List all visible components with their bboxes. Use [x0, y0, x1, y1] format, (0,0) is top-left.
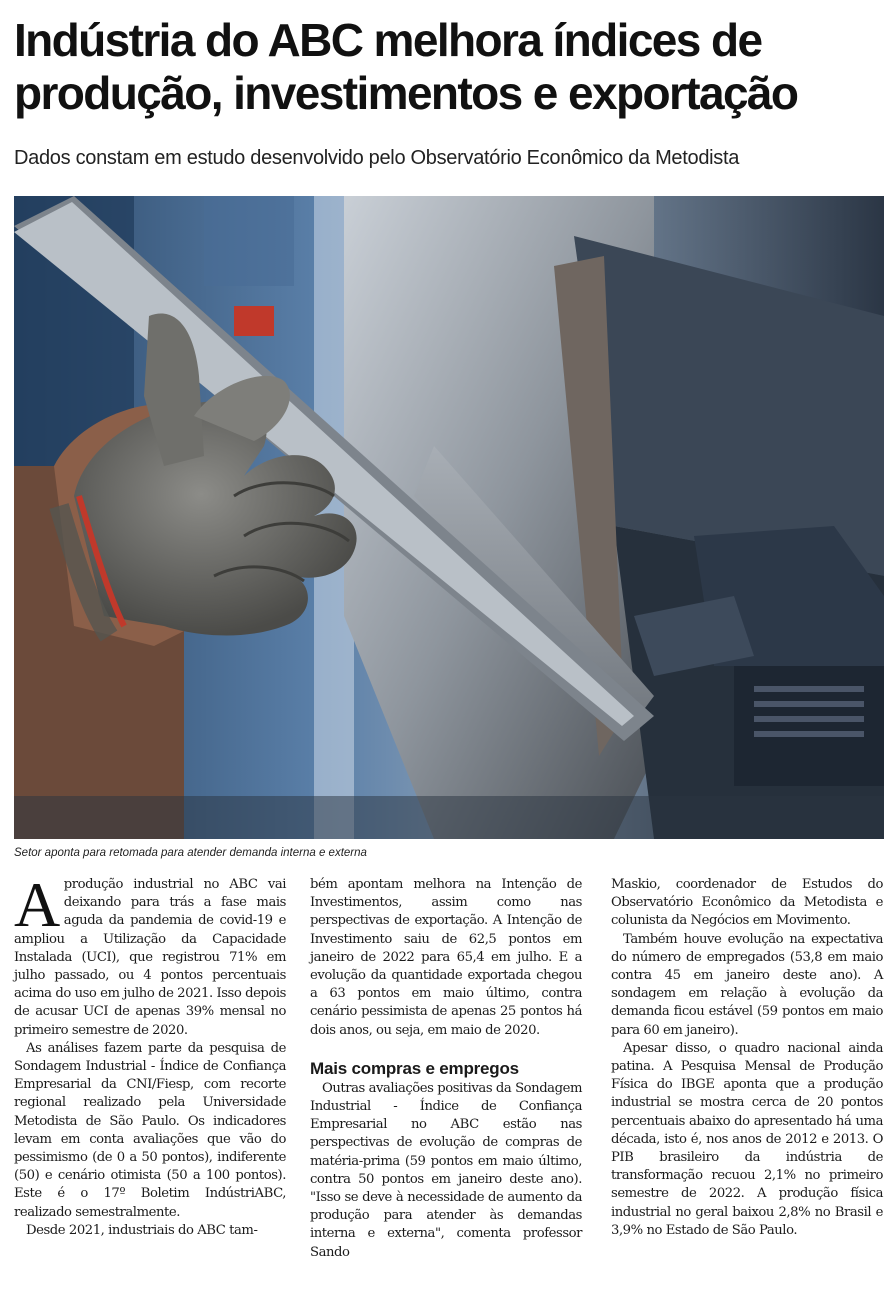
- paragraph: bém apontam melhora na Intenção de Investimentos, assim como nas perspectivas de exportação. A Intenção de Investimento saiu de 62,5 pontos em janeiro de 2022 para 65,4 em julho. E a evolução da quantidade exportada chegou a 63 pontos em maio último, contra cenário pessimista de apenas 25 pontos há dois anos, ou seja, em maio de 2020.: [310, 877, 582, 1038]
- subtitle: Dados constam em estudo desenvolvido pelo Observatório Econômico da Metodista: [14, 147, 740, 169]
- section-subhead: Mais compras e empregos: [310, 1058, 519, 1078]
- paragraph: As análises fazem parte da pesquisa de Sondagem Industrial - Índice de Confiança Empresarial da CNI/Fiesp, com recorte regional realizado pela Universidade Metodista de São Paulo. Os indicadores levam em conta avaliações que vão do pessimismo (de 0 a 50 pontos), indiferente (50) e cenário otimista (50 a 100 pontos). Este é o 17º Boletim IndústriABC, realizado semestralmente.: [14, 1040, 286, 1220]
- article-column-1: [14, 869, 286, 1240]
- photo-caption: Setor aponta para retomada para atender demanda interna e externa: [14, 847, 367, 859]
- paragraph: Desde 2021, industriais do ABC tam-: [26, 1222, 258, 1238]
- paragraph: Apesar disso, o quadro nacional ainda patina. A Pesquisa Mensal de Produção Física do IBGE aponta que a produção industrial se mostra cerca de 20 pontos percentuais abaixo do apresentado há uma década, isto é, nos anos de 2012 e 2013. O PIB brasileiro da indústria de transformação recuou 2,1% no primeiro semestre de 2022. A produção física industrial no geral baixou 2,8% no Brasil e 3,9% no Estado de São Paulo.: [611, 1040, 883, 1238]
- lead-text: produção industrial no ABC vai deixando para trás a fase mais aguda da pandemia de covid-19 e ampliou a Utilização da Capacidade Instalada (UCI), que registrou 71% em julho passado, ou 4 pontos percentuais acima do uso em julho de 2021. Isso depois de acusar UCI de apenas 39% mensal no primeiro semestre de 2020.: [14, 877, 286, 1038]
- drop-cap: A: [14, 869, 60, 940]
- paragraph: Maskio, coordenador de Estudos do Observatório Econômico da Metodista e colunista da Negócios em Movimento.: [611, 877, 883, 929]
- article-column-2: [310, 876, 582, 1262]
- paragraph: Também houve evolução na expectativa do número de empregados (53,8 em maio contra 45 em janeiro deste ano). A sondagem em relação à evolução da demanda ficou estável (59 pontos em maio para 60 em janeiro).: [611, 931, 883, 1038]
- article-column-3: [611, 876, 883, 1240]
- headline: Indústria do ABC melhora índices de produção, investimentos e exportação: [14, 14, 798, 119]
- article-photo: [14, 196, 884, 839]
- press-brake-photo: [14, 196, 884, 839]
- lead-paragraph: [14, 869, 286, 1040]
- paragraph: Outras avaliações positivas da Sondagem Industrial - Índice de Confiança Empresarial no ABC estão nas perspectivas de evolução de compras de matéria-prima (59 pontos em maio último, contra 50 pontos em janeiro deste ano). "Isso se deve à necessidade de aumento da produção para atender às demandas interna e externa", comenta professor Sando: [310, 1080, 582, 1260]
